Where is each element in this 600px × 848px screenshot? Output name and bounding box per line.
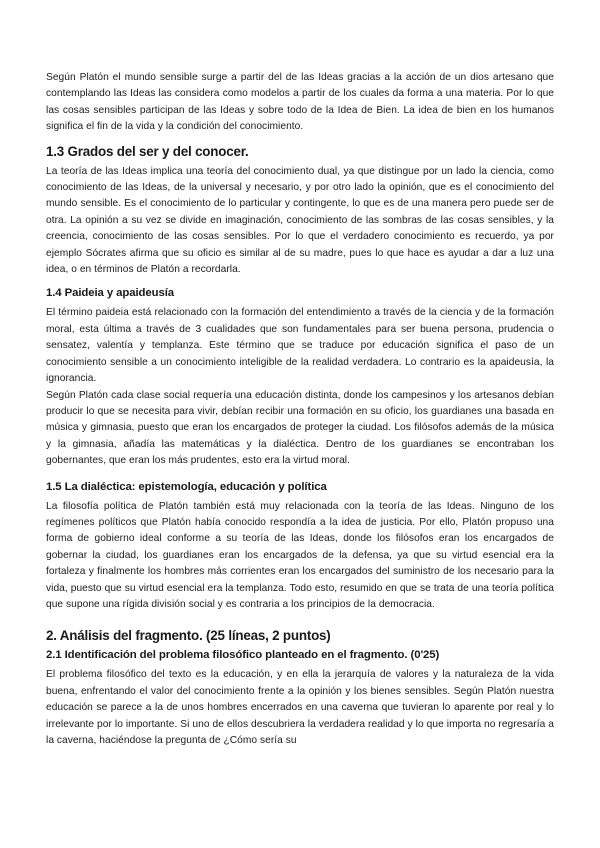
intro-paragraph: Según Platón el mundo sensible surge a partir del de las Ideas gracias a la acción de un dios artesano que contemplando las Ideas las considera como modelos a partir de los cuales da forma a una materia. Por lo que las cosas sensibles participan de las Ideas y sobre todo de la Idea de Bien. La idea de bien en los humanos significa el fin de la vida y la condición del conocimiento. [46, 72, 554, 133]
section-heading-1-5: 1.5 La dialéctica: epistemología, educación y política [46, 480, 327, 493]
section-1-5-paragraph: La filosofía política de Platón también está muy relacionada con la teoría de las Ideas. Ninguno de los regímenes políticos que Platón había conocido respondía a la idea de justicia. Por ello, Platón propuso una forma de gobierno ideal conforme a su teoría de las Ideas, donde los filósofos eran los encargados de gobernar la ciudad, los guardianes eran los encargados de la defensa, ya que su virtud esencial era la fortaleza y finalmente los hombres más corrientes eran los encargados del suministro de los necesario para la vida, puesto que su virtud esencial era la templanza. Todo esto, resumido en que se trata de una teoría política que supone una rígida división social y es contraria a los principios de la democracia. [46, 500, 554, 610]
section-heading-1-4: 1.4 Paideia y apaideusía [46, 287, 175, 300]
section-heading-2: 2. Análisis del fragmento. (25 líneas, 2 puntos) [46, 628, 331, 644]
section-1-4-paragraph-1: El término paideia está relacionado con la formación del entendimiento a través de la ciencia y de la formación moral, esta última a través de 3 cualidades que son fundamentales para ser buena persona, prudencia o sensatez, valentía y templanza. Este término que se traduce por educación significa el paso de un conocimiento sensible a un conocimiento inteligible de la realidad verdadera. Lo contrario es la apaideusía, la ignorancia. [46, 307, 554, 385]
section-1-4-paragraph-2: Según Platón cada clase social requería una educación distinta, donde los campesinos y los artesanos debían producir lo que se necesita para vivir, debían recibir una formación en su oficio, los guardianes una basada en música y gimnasia, puesto que eran los encargados de proteger la ciudad. Los filósofos además de la música y la gimnasia, añadía las matemáticas y la dialéctica. Dentro de los guardianes se encontraban los gobernantes, que eran los más prudentes, esto era la virtud moral. [46, 389, 554, 467]
section-1-3-paragraph: La teoría de las Ideas implica una teoría del conocimiento dual, ya que distingue por un lado la ciencia, como conocimiento de las Ideas, de la universal y necesario, y por otro lado la opinión, que es el conocimiento del mundo sensible. Es el conocimiento de lo particular y contingente, lo que es de una manera pero puede ser de otra. La opinión a su vez se divide en imaginación, conocimiento de las sombras de las cosas sensibles, y la creencia, conocimiento de las cosas sensibles. Por lo que el verdadero conocimiento es recuerdo, ya por ejemplo Sócrates afirma que su oficio es similar al de su madre, pues lo que hace es ayudar a dar a luz una idea, o en términos de Platón a recordarla. [46, 165, 554, 276]
section-heading-2-1: 2.1 Identificación del problema filosófico planteado en el fragmento. (0'25) [46, 649, 440, 662]
section-2-1-paragraph: El problema filosófico del texto es la educación, y en ella la jerarquía de valores y la naturaleza de la vida buena, enfrentando el valor del conocimiento frente a la opinión y los bienes sensibles. Según Platón nuestra educación se parece a la de unos hombres encerrados en una caverna que tuvieran lo aparente por real y lo irrelevante por lo importante. Si uno de ellos descubriera la verdadera realidad y lo que importa no regresaría a la caverna, haciéndose la pregunta de ¿Cómo sería su [46, 669, 554, 746]
section-heading-1-3: 1.3 Grados del ser y del conocer. [46, 143, 249, 159]
